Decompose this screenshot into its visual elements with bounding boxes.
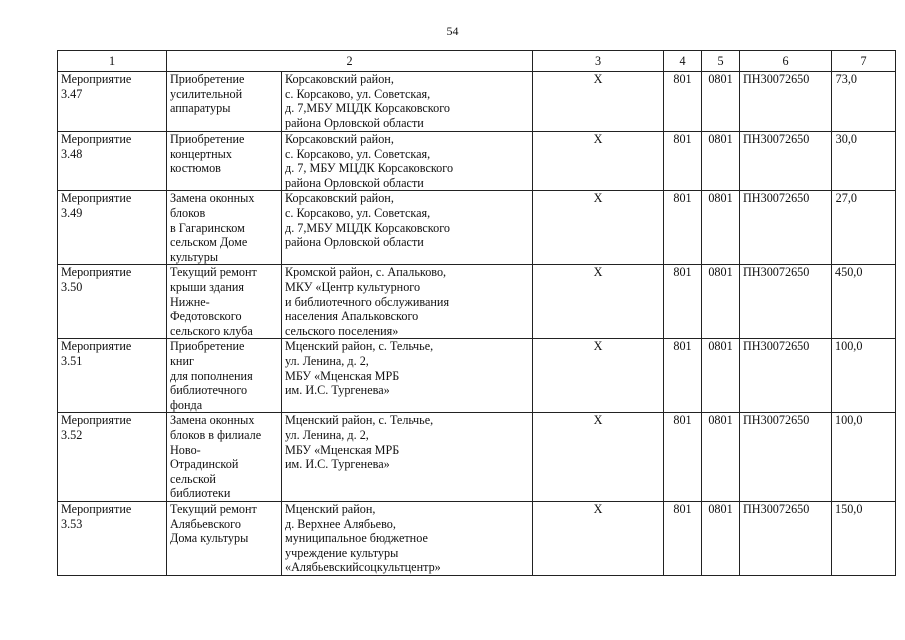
- table-row: [58, 413, 896, 502]
- name-cell: Приобретение концертных костюмов: [167, 132, 282, 191]
- address-cell: Корсаковский район, с. Корсаково, ул. Советская, д. 7,МБУ МЦДК Корсаковского района Орловской области: [282, 72, 533, 132]
- col4-cell: 801: [664, 413, 702, 502]
- event-cell: Мероприятие 3.51: [58, 339, 167, 413]
- table-row: [58, 72, 896, 132]
- name-cell: Замена оконных блоков в филиале Ново- Отрадинской сельской библиотеки: [167, 413, 282, 502]
- event-cell: Мероприятие 3.48: [58, 132, 167, 191]
- col6-cell: ПН30072650: [740, 339, 832, 413]
- col5-cell: 0801: [702, 265, 740, 339]
- header-cell-3: 3: [533, 51, 664, 72]
- col4-cell: 801: [664, 72, 702, 132]
- address-cell: Мценский район, с. Тельчье, ул. Ленина, д. 2, МБУ «Мценская МРБ им. И.С. Тургенева»: [282, 413, 533, 502]
- col5-cell: 0801: [702, 132, 740, 191]
- col5-cell: 0801: [702, 339, 740, 413]
- header-cell-1: 1: [58, 51, 167, 72]
- address-cell: Мценский район, д. Верхнее Алябьево, муниципальное бюджетное учреждение культуры «Алябьевскийсоцкультцентр»: [282, 501, 533, 575]
- name-cell: Текущий ремонт Алябьевского Дома культуры: [167, 501, 282, 575]
- col6-cell: ПН30072650: [740, 72, 832, 132]
- header-cell-4: 4: [664, 51, 702, 72]
- header-cell-7: 7: [832, 51, 896, 72]
- col6-cell: ПН30072650: [740, 265, 832, 339]
- col4-cell: 801: [664, 501, 702, 575]
- name-cell: Приобретение усилительной аппаратуры: [167, 72, 282, 132]
- header-cell-2: 2: [167, 51, 533, 72]
- col4-cell: 801: [664, 132, 702, 191]
- table-row: [58, 339, 896, 413]
- col3-cell: X: [533, 501, 664, 575]
- col7-cell: 450,0: [832, 265, 896, 339]
- col5-cell: 0801: [702, 501, 740, 575]
- col5-cell: 0801: [702, 413, 740, 502]
- col3-cell: X: [533, 191, 664, 265]
- header-cell-5: 5: [702, 51, 740, 72]
- col3-cell: X: [533, 132, 664, 191]
- col6-cell: ПН30072650: [740, 191, 832, 265]
- col3-cell: X: [533, 72, 664, 132]
- header-row: [58, 51, 896, 72]
- name-cell: Текущий ремонт крыши здания Нижне- Федотовского сельского клуба: [167, 265, 282, 339]
- col3-cell: X: [533, 265, 664, 339]
- col7-cell: 27,0: [832, 191, 896, 265]
- address-cell: Мценский район, с. Тельчье, ул. Ленина, д. 2, МБУ «Мценская МРБ им. И.С. Тургенева»: [282, 339, 533, 413]
- event-cell: Мероприятие 3.53: [58, 501, 167, 575]
- col7-cell: 30,0: [832, 132, 896, 191]
- budget-table: [57, 50, 896, 576]
- col6-cell: ПН30072650: [740, 132, 832, 191]
- header-cell-6: 6: [740, 51, 832, 72]
- col5-cell: 0801: [702, 191, 740, 265]
- table-row: [58, 191, 896, 265]
- table-row: [58, 265, 896, 339]
- col3-cell: X: [533, 413, 664, 502]
- col6-cell: ПН30072650: [740, 413, 832, 502]
- col7-cell: 100,0: [832, 339, 896, 413]
- event-cell: Мероприятие 3.52: [58, 413, 167, 502]
- event-cell: Мероприятие 3.47: [58, 72, 167, 132]
- col4-cell: 801: [664, 191, 702, 265]
- col4-cell: 801: [664, 339, 702, 413]
- col6-cell: ПН30072650: [740, 501, 832, 575]
- address-cell: Корсаковский район, с. Корсаково, ул. Советская, д. 7, МБУ МЦДК Корсаковского района Орловской области: [282, 132, 533, 191]
- event-cell: Мероприятие 3.50: [58, 265, 167, 339]
- col7-cell: 73,0: [832, 72, 896, 132]
- col7-cell: 100,0: [832, 413, 896, 502]
- name-cell: Приобретение книг для пополнения библиотечного фонда: [167, 339, 282, 413]
- col5-cell: 0801: [702, 72, 740, 132]
- address-cell: Кромской район, с. Апальково, МКУ «Центр культурного и библиотечного обслуживания населения Апальковского сельского поселения»: [282, 265, 533, 339]
- col3-cell: X: [533, 339, 664, 413]
- col7-cell: 150,0: [832, 501, 896, 575]
- event-cell: Мероприятие 3.49: [58, 191, 167, 265]
- name-cell: Замена оконных блоков в Гагаринском сельском Доме культуры: [167, 191, 282, 265]
- table-row: [58, 132, 896, 191]
- page-number: 54: [446, 24, 459, 38]
- col4-cell: 801: [664, 265, 702, 339]
- address-cell: Корсаковский район, с. Корсаково, ул. Советская, д. 7,МБУ МЦДК Корсаковского района Орловской области: [282, 191, 533, 265]
- table-row: [58, 501, 896, 575]
